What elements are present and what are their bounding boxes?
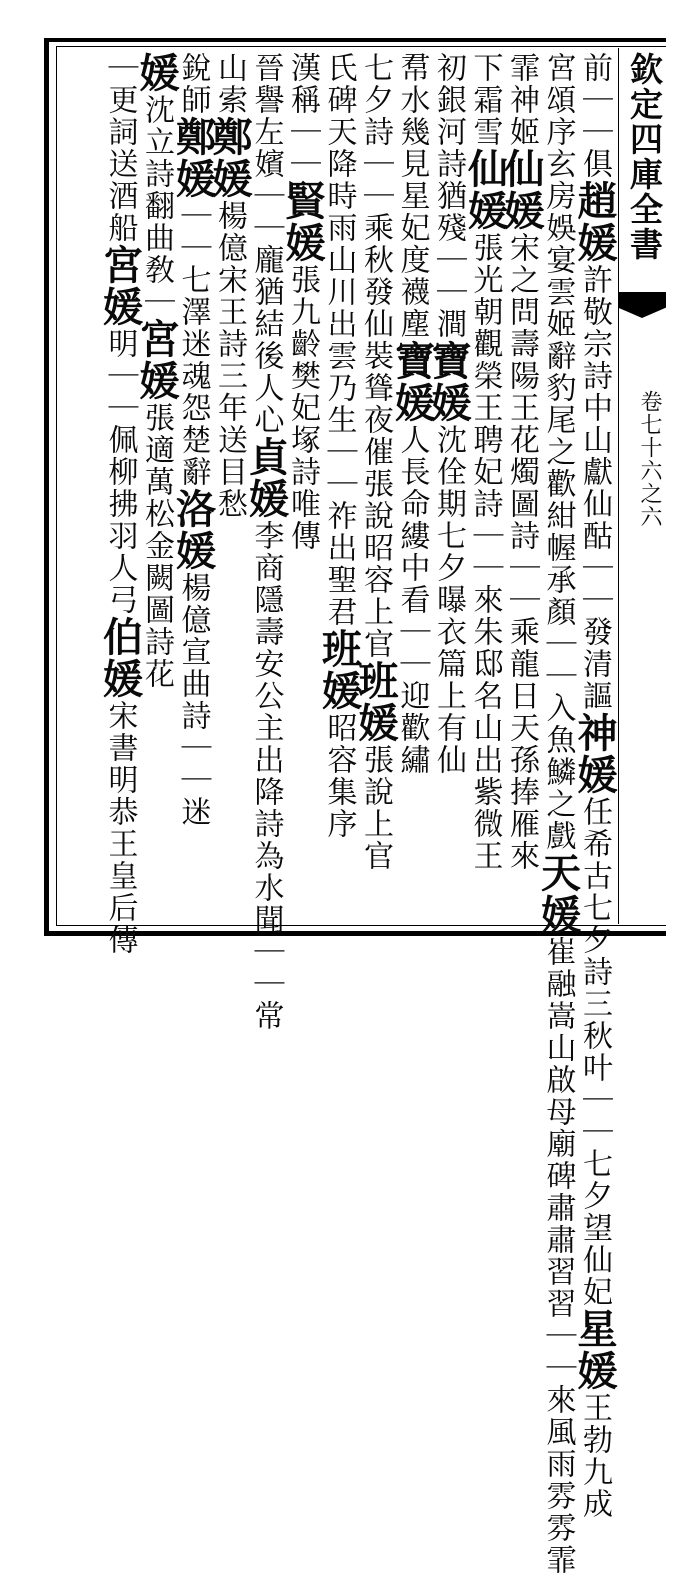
entry-text: 霏神姬 <box>504 52 539 148</box>
entry-text: 人長命縷中看｜｜迎歡繡 <box>394 424 430 776</box>
entry-text: 楊億宋王詩三年送目愁 <box>212 200 247 520</box>
entry-text: ｜｜七澤迷魂怨楚辭 <box>175 200 211 488</box>
entry-heading: 宮媛 <box>133 318 180 402</box>
entry-heading: 星媛 <box>571 1308 618 1392</box>
entry-text: 七夕詩｜｜乘秋發仙裝聳夜催張說昭容上官 <box>358 52 393 660</box>
entry-heading: 宮媛 <box>96 244 144 328</box>
entry-heading: 仙媛 <box>498 148 545 232</box>
entry-text: 漢稱｜｜ <box>285 52 320 180</box>
entry-text: 任希古七夕詩三秋叶｜｜七夕望仙妃 <box>577 796 612 1308</box>
entry-heading: 媛 <box>133 52 180 94</box>
entry-heading: 鄭媛 <box>169 116 217 200</box>
entry-text: 張適萬松金闕圖詩花 <box>139 402 174 690</box>
text-column <box>96 52 144 956</box>
entry-text: 張九齡樊妃塚詩唯傳 <box>285 264 320 552</box>
entry-text: 沈立詩翻曲敎｜ <box>139 94 174 318</box>
entry-text: 前｜｜俱 <box>577 52 612 180</box>
entry-heading: 寶媛 <box>425 340 472 424</box>
entry-heading: 伯媛 <box>96 616 144 700</box>
entry-text: 銳師 <box>175 52 211 116</box>
entry-text: 明｜｜佩柳拂羽人弓 <box>102 328 138 616</box>
entry-text: 張光朝觀榮王聘妃詩｜｜來朱邸名山出紫微王 <box>467 232 503 872</box>
entry-heading: 班媛 <box>315 628 363 712</box>
entry-heading: 仙媛 <box>461 148 509 232</box>
entry-text: 張說上官 <box>358 744 393 872</box>
entry-text: 宋之問壽陽王花燭圖詩｜｜乘龍日天孫捧雁來 <box>504 232 539 872</box>
entry-text: 昭容集序 <box>321 712 357 840</box>
entry-heading: 天媛 <box>534 852 582 936</box>
margin-title: 欽定四庫全書 <box>625 52 664 262</box>
entry-text: 楊億宣曲詩｜｜迷 <box>175 572 211 828</box>
entry-text: 晉譽左嬪｜｜龐猶結後人心 <box>248 52 284 436</box>
margin-volume: 卷七十六之六 <box>637 390 662 528</box>
entry-text: 許敬宗詩中山獻仙酤｜｜發清謳 <box>577 264 612 712</box>
entry-heading: 鄭媛 <box>206 116 253 200</box>
entry-text: ｜更詞送酒船 <box>102 52 138 244</box>
entry-heading: 班媛 <box>352 660 399 744</box>
entry-text: 王勃九成 <box>577 1392 612 1520</box>
column-rule <box>618 48 619 924</box>
entry-text: 下霜雪 <box>467 52 503 148</box>
entry-text: 宮頌序玄房娛宴雲姬辭豹尾之歡紺幄承顏｜｜入魚鱗之戲 <box>540 52 576 852</box>
entry-heading: 貞媛 <box>242 436 290 520</box>
entry-text: 崔融嵩山啟母廟碑肅肅習習｜｜來風雨雰雰霏 <box>540 936 576 1576</box>
entry-heading: 神媛 <box>571 712 618 796</box>
entry-heading: 賢媛 <box>279 180 326 264</box>
entry-text: 宋書明恭王皇后傳 <box>102 700 138 956</box>
entry-heading: 洛媛 <box>169 488 217 572</box>
entry-text: 李商隱壽安公主出降詩為水聞｜｜常 <box>248 520 284 1032</box>
entry-text: 沈佺期七夕曝衣篇上有仙 <box>431 424 466 776</box>
entry-heading: 寶媛 <box>388 340 436 424</box>
entry-text: 氏碑天降時雨山川出雲乃生｜｜祚出聖君 <box>321 52 357 628</box>
entry-text: 山索 <box>212 52 247 116</box>
entry-text: 初銀河詩猶殘｜｜澗 <box>431 52 466 340</box>
entry-heading: 趙媛 <box>571 180 618 264</box>
entry-text: 帬水幾見星妃度襪塵 <box>394 52 430 340</box>
